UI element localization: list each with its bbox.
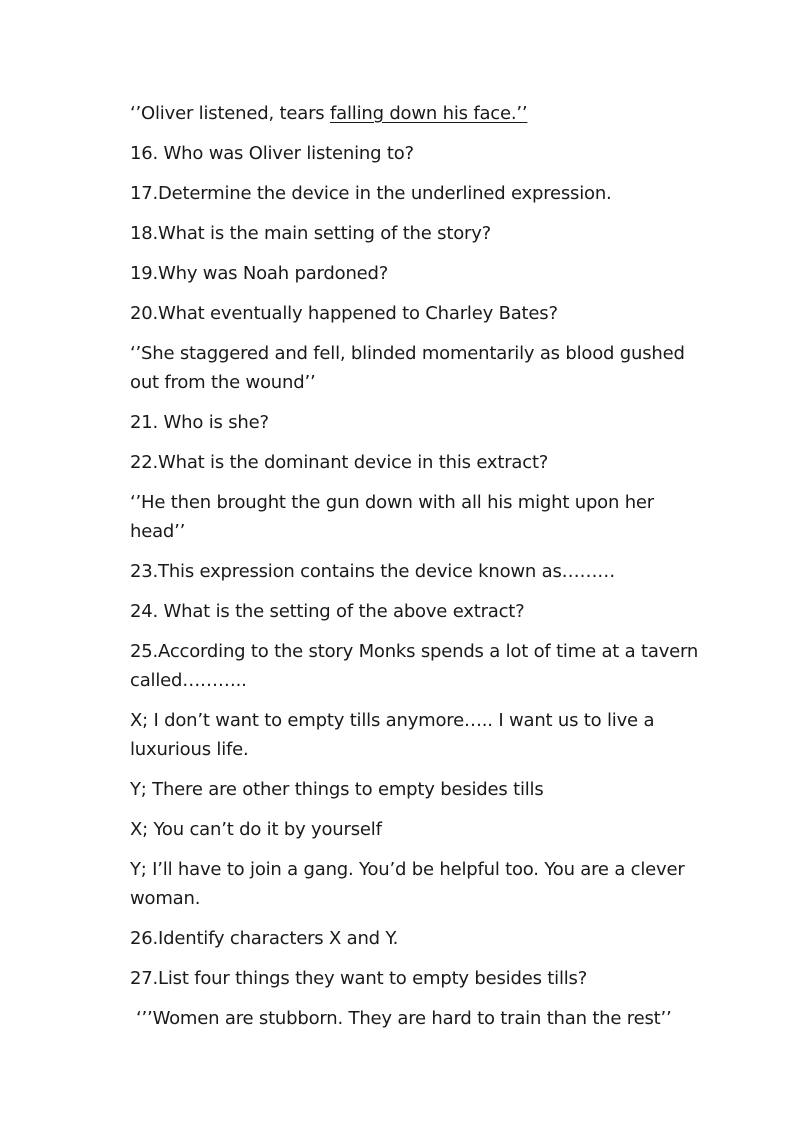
extract-staggered-line-1: ‘’She staggered and fell, blinded momentarily as blood gushed [130, 343, 685, 364]
question-16: 16. Who was Oliver listening to? [130, 143, 414, 164]
dialogue-x-1-line-1: X; I don’t want to empty tills anymore….. I want us to live a [130, 710, 655, 731]
question-20: 20.What eventually happened to Charley Bates? [130, 303, 558, 324]
question-25-line-2: called……….. [130, 670, 247, 691]
question-25 [130, 637, 730, 695]
document-body [130, 99, 730, 1033]
dialogue-x-1 [130, 706, 730, 764]
dialogue-y-1: Y; There are other things to empty besides tills [130, 779, 544, 800]
extract-gun-line-2: head’’ [130, 521, 186, 542]
extract-oliver [130, 99, 730, 128]
question-23: 23.This expression contains the device known as……… [130, 561, 616, 582]
extract-staggered [130, 339, 730, 397]
question-19: 19.Why was Noah pardoned? [130, 263, 389, 284]
extract-gun-line-1: ‘’He then brought the gun down with all his might upon her [130, 492, 655, 513]
question-21: 21. Who is she? [130, 412, 269, 433]
extract-oliver-text: ‘’Oliver listened, tears [130, 103, 330, 124]
dialogue-x-2: X; You can’t do it by yourself [130, 819, 382, 840]
question-17: 17.Determine the device in the underlined expression. [130, 183, 612, 204]
question-24: 24. What is the setting of the above extract? [130, 601, 525, 622]
dialogue-y-2-line-1: Y; I’ll have to join a gang. You’d be helpful too. You are a clever [130, 859, 685, 880]
question-22: 22.What is the dominant device in this extract? [130, 452, 549, 473]
dialogue-x-1-line-2: luxurious life. [130, 739, 249, 760]
extract-gun [130, 488, 730, 546]
extract-staggered-line-2: out from the wound’’ [130, 372, 316, 393]
extract-women: ‘’’Women are stubborn. They are hard to train than the rest’’ [136, 1008, 672, 1029]
dialogue-y-2 [130, 855, 730, 913]
question-26: 26.Identify characters X and Y. [130, 928, 399, 949]
question-18: 18.What is the main setting of the story? [130, 223, 492, 244]
dialogue-y-2-line-2: woman. [130, 888, 201, 909]
question-27: 27.List four things they want to empty besides tills? [130, 968, 588, 989]
underlined-expression: falling down his face.’’ [330, 103, 528, 124]
question-25-line-1: 25.According to the story Monks spends a lot of time at a tavern [130, 641, 699, 662]
